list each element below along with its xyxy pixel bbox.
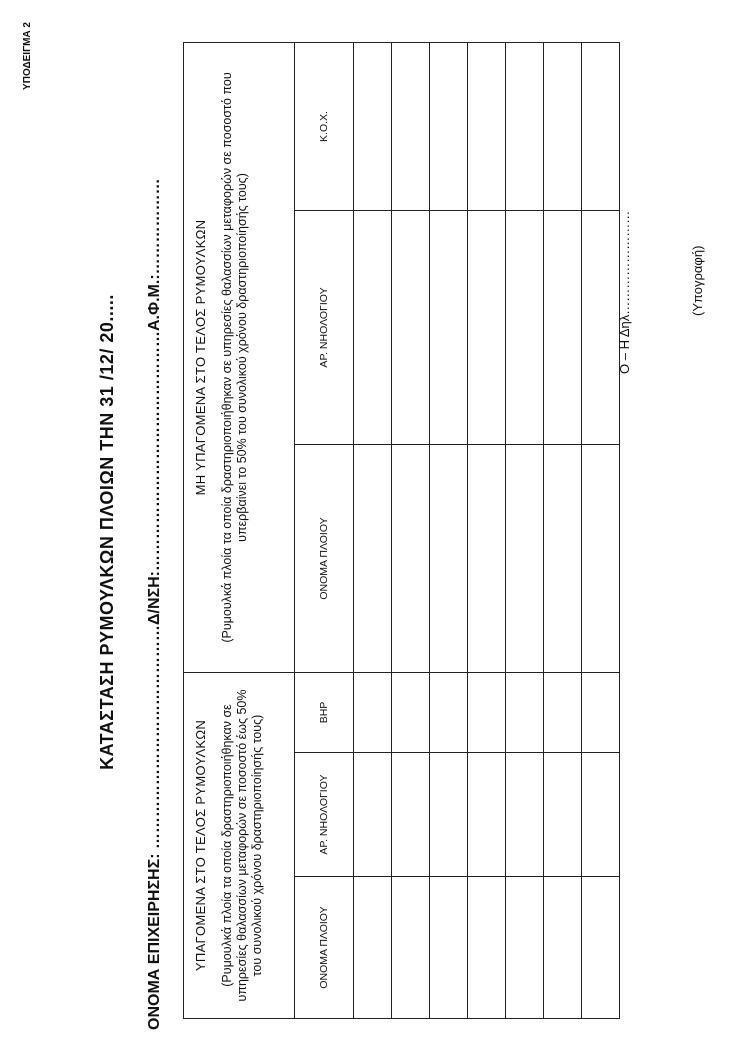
table-cell[interactable] bbox=[506, 444, 544, 672]
table-cell[interactable] bbox=[582, 42, 620, 210]
document-title: ΚΑΤΑΣΤΑΣΗ ΡΥΜΟΥΛΚΩΝ ΠΛΟΙΩΝ ΤΗΝ 31 /12/ 20..... bbox=[97, 294, 117, 770]
table-cell[interactable] bbox=[544, 877, 582, 1019]
table-row bbox=[392, 42, 430, 1018]
table-cell[interactable] bbox=[354, 444, 392, 672]
table-cell[interactable] bbox=[506, 753, 544, 877]
table-cell[interactable] bbox=[544, 672, 582, 752]
column-header-koh: Κ.Ο.Χ. bbox=[295, 42, 354, 210]
table-cell[interactable] bbox=[582, 210, 620, 444]
table-row bbox=[506, 42, 544, 1018]
table-cell[interactable] bbox=[354, 672, 392, 752]
table-cell[interactable] bbox=[354, 753, 392, 877]
table-cell[interactable] bbox=[468, 877, 506, 1019]
non-subject-group-header bbox=[184, 42, 295, 672]
tax-id-field: Α.Φ.Μ.:……………… bbox=[146, 178, 163, 332]
table-cell[interactable] bbox=[468, 753, 506, 877]
table-cell[interactable] bbox=[430, 672, 468, 752]
column-header-ship-name: ΟΝΟΜΑ ΠΛΟΙΟΥ bbox=[295, 877, 354, 1019]
table-row bbox=[468, 42, 506, 1018]
table-cell[interactable] bbox=[544, 210, 582, 444]
subject-group-title: ΥΠΑΓΟΜΕΝΑ ΣΤΟ ΤΕΛΟΣ ΡΥΜΟΥΛΚΩΝ bbox=[193, 719, 208, 972]
table-row bbox=[582, 42, 620, 1018]
table-cell[interactable] bbox=[506, 877, 544, 1019]
table-cell[interactable] bbox=[392, 672, 430, 752]
table-row bbox=[544, 42, 582, 1018]
column-header-bhp: BHP bbox=[295, 672, 354, 752]
table-cell[interactable] bbox=[468, 42, 506, 210]
column-header-registry-number: ΑΡ. ΝΗΟΛΟΓΙΟΥ bbox=[295, 210, 354, 444]
table-cell[interactable] bbox=[468, 444, 506, 672]
non-subject-group-title: ΜΗ ΥΠΑΓΟΜΕΝΑ ΣΤΟ ΤΕΛΟΣ ΡΥΜΟΥΛΚΩΝ bbox=[193, 219, 208, 496]
non-subject-group-description: (Ρυμουλκά πλοία τα οποία δραστηριοποιήθηκαν σε υπηρεσίες θαλασσίων μεταφορών σε ποσοστό που υπερβαίνει το 50% του συνολικού χρόνου δραστηριοποίησής τους) bbox=[220, 72, 249, 643]
table-cell[interactable] bbox=[430, 210, 468, 444]
subject-group-header bbox=[184, 672, 295, 1018]
table-cell[interactable] bbox=[506, 672, 544, 752]
column-header-registry-number: ΑΡ. ΝΗΟΛΟΓΙΟΥ bbox=[295, 753, 354, 877]
table-cell[interactable] bbox=[430, 877, 468, 1019]
table-cell[interactable] bbox=[582, 753, 620, 877]
table-cell[interactable] bbox=[392, 210, 430, 444]
table-cell[interactable] bbox=[468, 210, 506, 444]
table-row bbox=[430, 42, 468, 1018]
table-cell[interactable] bbox=[544, 753, 582, 877]
address-field: Δ/ΝΣΗ:……………………………………… bbox=[146, 331, 163, 625]
table-cell[interactable] bbox=[430, 42, 468, 210]
table-row bbox=[354, 42, 392, 1018]
table-cell[interactable] bbox=[506, 210, 544, 444]
column-header-ship-name: ΟΝΟΜΑ ΠΛΟΙΟΥ bbox=[295, 444, 354, 672]
table-cell[interactable] bbox=[430, 753, 468, 877]
tugboat-status-table bbox=[183, 42, 620, 1019]
table-cell[interactable] bbox=[506, 42, 544, 210]
declarant-line: Ο – Η Δηλ…………………… bbox=[617, 210, 632, 374]
table-cell[interactable] bbox=[468, 672, 506, 752]
signature-caption: (Υπογραφή) bbox=[690, 245, 705, 316]
table-cell[interactable] bbox=[392, 42, 430, 210]
business-info-line bbox=[146, 178, 164, 1030]
table-cell[interactable] bbox=[354, 210, 392, 444]
sample-label: ΥΠΟΔΕΙΓΜΑ 2 bbox=[22, 22, 33, 90]
business-name-field: ΟΝΟΜΑ ΕΠΙΧΕΙΡΗΣΗΣ: …………………………………… bbox=[146, 625, 163, 1030]
table-cell[interactable] bbox=[582, 444, 620, 672]
table-cell[interactable] bbox=[354, 42, 392, 210]
table-body bbox=[354, 42, 620, 1018]
table-cell[interactable] bbox=[392, 444, 430, 672]
table-cell[interactable] bbox=[544, 42, 582, 210]
table-cell[interactable] bbox=[392, 877, 430, 1019]
table-cell[interactable] bbox=[582, 672, 620, 752]
table-cell[interactable] bbox=[430, 444, 468, 672]
subject-group-description: (Ρυμουλκά πλοία τα οποία δραστηριοποιήθηκαν σε υπηρεσίες θαλασσίων μεταφορών σε ποσοστό έως 50% του συνολικού χρόνου δραστηριοποίησής τους) bbox=[220, 689, 264, 1002]
table-cell[interactable] bbox=[544, 444, 582, 672]
table-cell[interactable] bbox=[392, 753, 430, 877]
table-cell[interactable] bbox=[582, 877, 620, 1019]
table-cell[interactable] bbox=[354, 877, 392, 1019]
